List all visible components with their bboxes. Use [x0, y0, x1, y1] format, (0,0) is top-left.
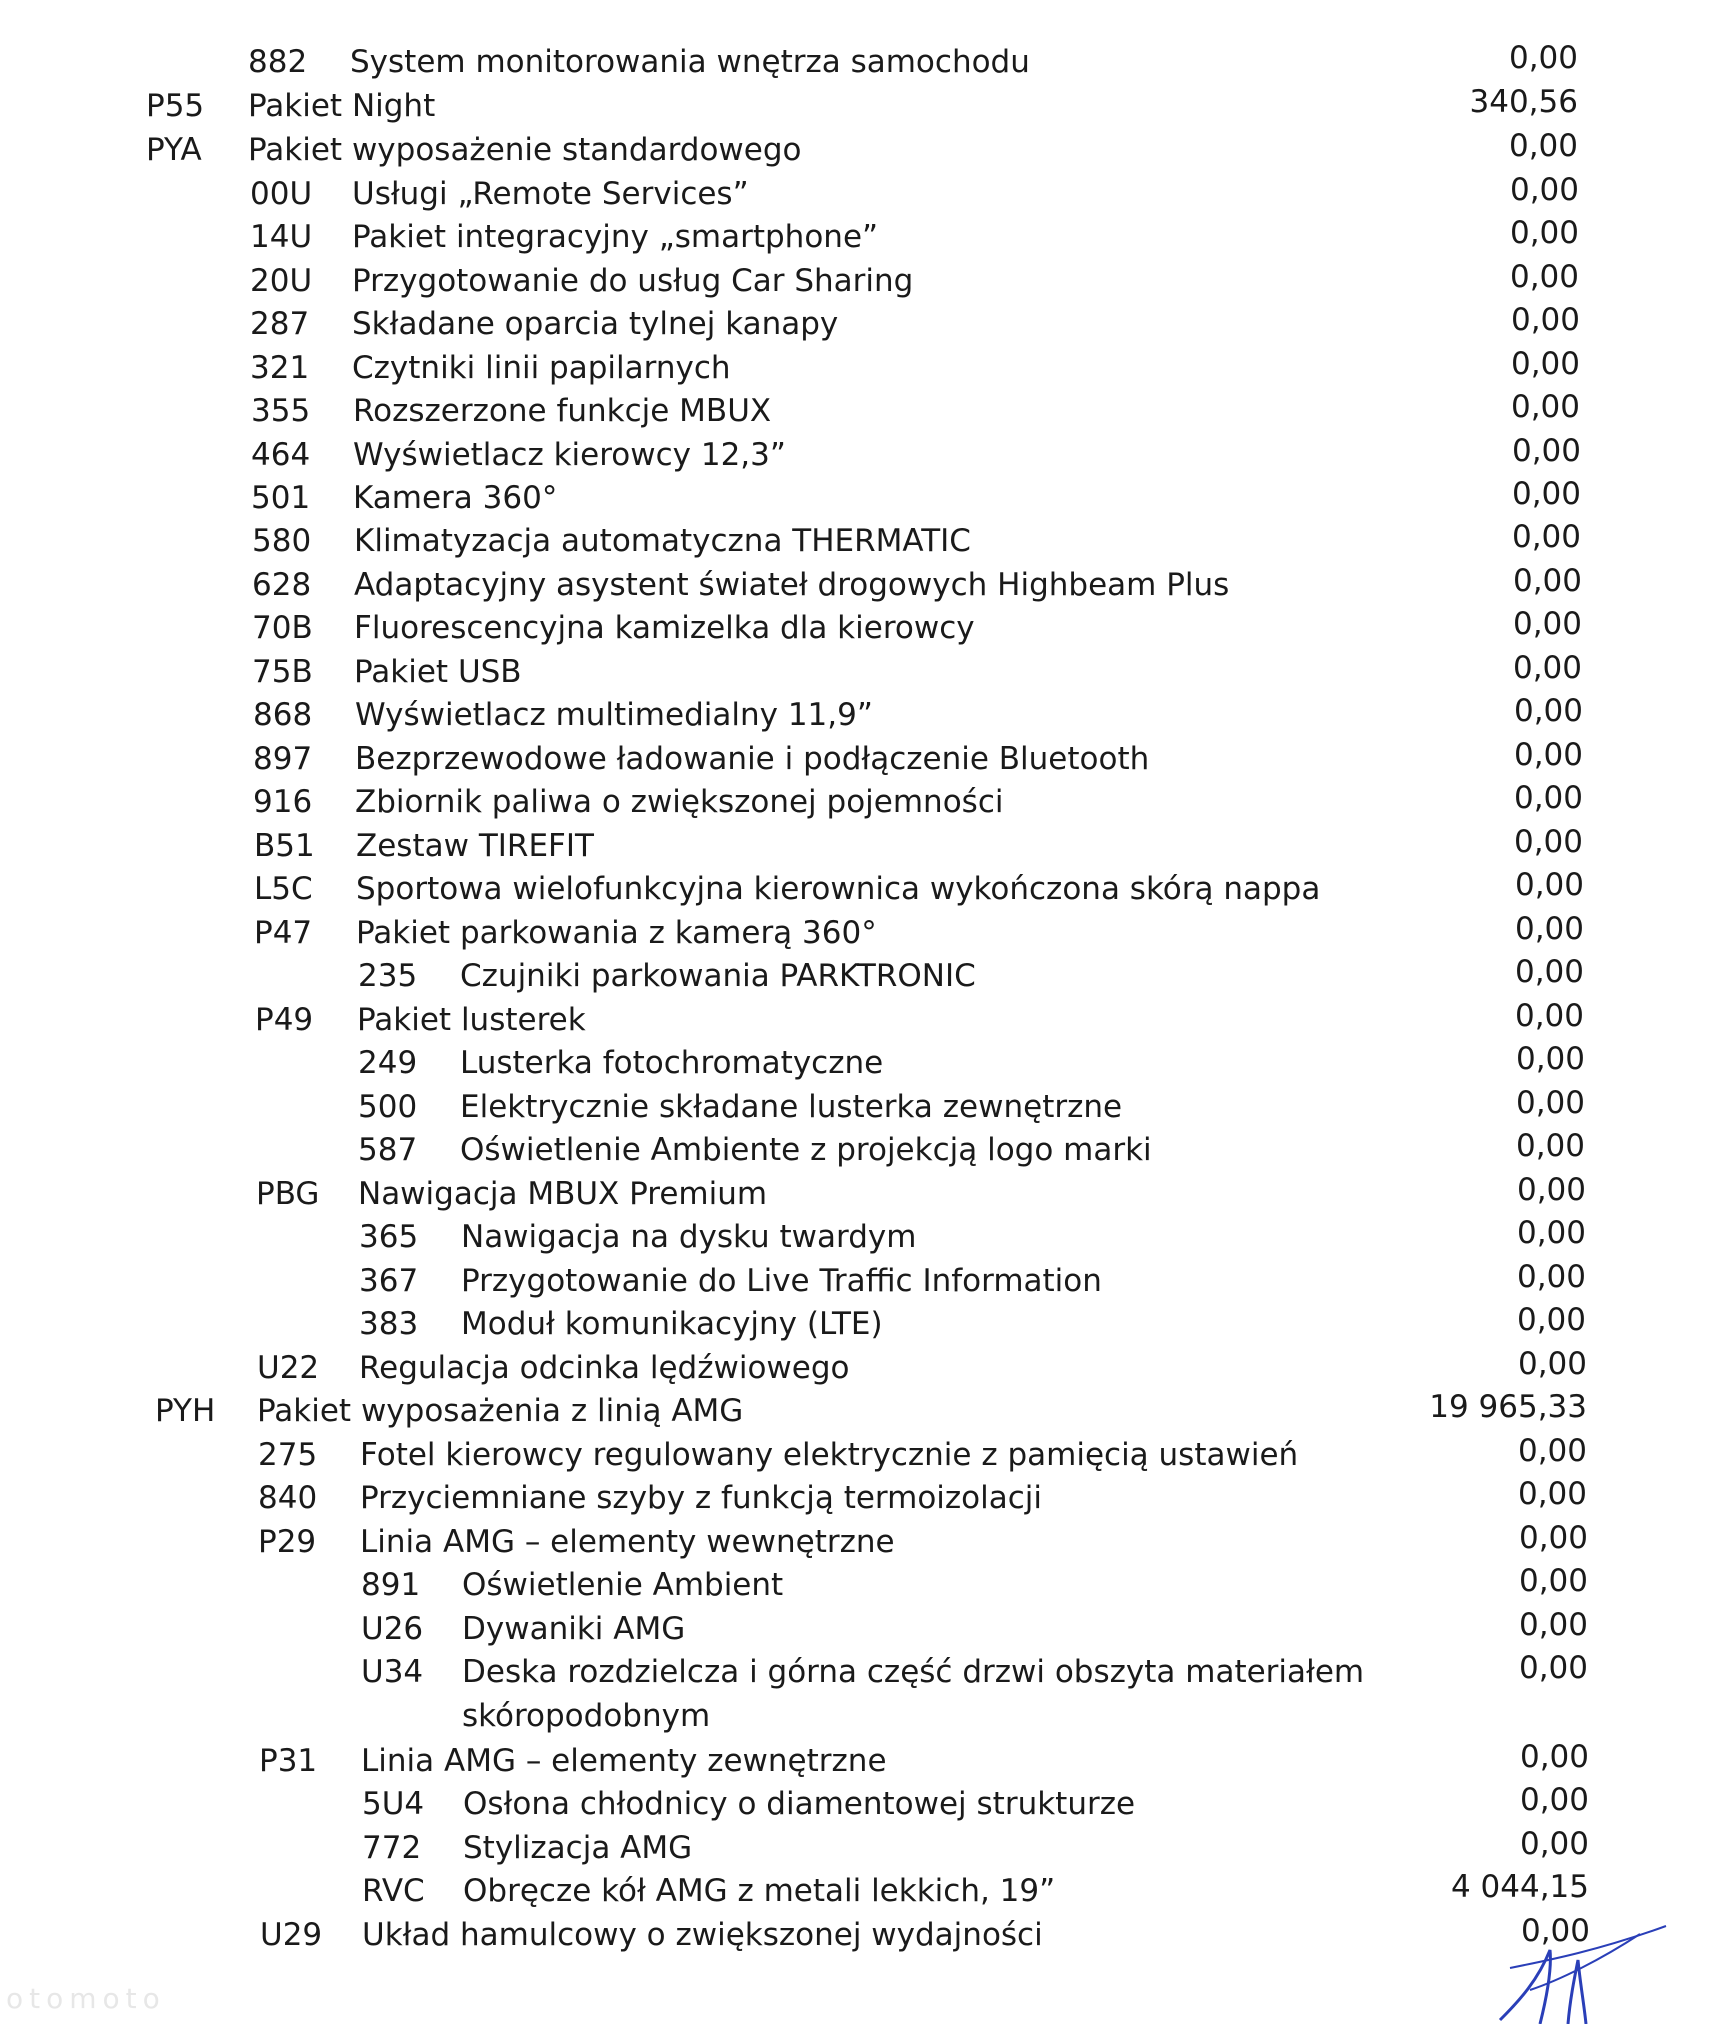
- option-price: 0,00: [1514, 867, 1584, 903]
- option-code: 235: [358, 958, 418, 994]
- list-item: [0, 348, 1722, 388]
- option-price: 0,00: [1515, 1128, 1585, 1164]
- option-description: Czytniki linii papilarnych: [352, 350, 731, 386]
- list-item: [0, 1871, 1722, 1911]
- option-code: P31: [259, 1743, 318, 1779]
- list-item: [0, 956, 1722, 996]
- option-description: Pakiet integracyjny „smartphone”: [352, 219, 879, 255]
- option-price: 0,00: [1511, 433, 1581, 469]
- option-description: Przygotowanie do Live Traffic Information: [461, 1263, 1102, 1299]
- option-price: 0,00: [1516, 1172, 1586, 1208]
- option-price: 0,00: [1519, 1782, 1589, 1818]
- option-code: 365: [359, 1219, 419, 1255]
- option-description: Pakiet wyposażenie standardowego: [248, 132, 802, 168]
- list-item: [0, 1741, 1722, 1781]
- list-item: [0, 1435, 1722, 1475]
- option-price: 0,00: [1512, 606, 1582, 642]
- list-item: [0, 435, 1722, 475]
- option-code: PBG: [256, 1176, 320, 1212]
- option-code: 287: [250, 306, 310, 342]
- option-code: 897: [253, 741, 313, 777]
- list-item: [0, 130, 1722, 170]
- list-item: [0, 1348, 1722, 1388]
- option-price: 0,00: [1517, 1346, 1587, 1382]
- list-item: [0, 1784, 1722, 1824]
- watermark: otomoto: [6, 1982, 166, 2015]
- option-code: P55: [146, 88, 205, 124]
- option-description: Fluorescencyjna kamizelka dla kierowcy: [354, 610, 975, 646]
- list-item: [0, 1565, 1722, 1605]
- list-item: [0, 217, 1722, 257]
- option-price: 340,56: [1469, 84, 1578, 120]
- option-code: 75B: [252, 654, 313, 690]
- option-code: 464: [251, 437, 311, 473]
- option-code: 501: [251, 480, 311, 516]
- option-price: 0,00: [1515, 1041, 1585, 1077]
- option-code: 20U: [250, 263, 313, 299]
- option-price: 0,00: [1508, 40, 1578, 76]
- option-description: Sportowa wielofunkcyjna kierownica wykończona skórą nappa: [356, 871, 1321, 907]
- option-price: 0,00: [1513, 780, 1583, 816]
- option-description: Pakiet USB: [354, 654, 522, 690]
- list-item: [0, 1174, 1722, 1214]
- option-price: 19 965,33: [1429, 1389, 1587, 1425]
- option-description: Pakiet lusterek: [357, 1002, 586, 1038]
- option-description: Rozszerzone funkcje MBUX: [353, 393, 772, 429]
- option-code: U26: [361, 1611, 424, 1647]
- option-description: Stylizacja AMG: [463, 1830, 693, 1866]
- option-code: RVC: [362, 1873, 425, 1909]
- option-code: 868: [253, 697, 313, 733]
- option-code: 772: [362, 1830, 422, 1866]
- option-description: Regulacja odcinka lędźwiowego: [359, 1350, 850, 1386]
- list-item: [0, 1043, 1722, 1083]
- option-description: Przyciemniane szyby z funkcją termoizolacji: [360, 1480, 1043, 1516]
- option-price: 0,00: [1518, 1563, 1588, 1599]
- option-code: 355: [251, 393, 311, 429]
- option-price: 0,00: [1516, 1302, 1586, 1338]
- option-code: U29: [260, 1917, 323, 1953]
- option-description: Zestaw TIREFIT: [356, 828, 594, 864]
- option-code: U22: [257, 1350, 320, 1386]
- option-code: 840: [258, 1480, 318, 1516]
- option-price: 0,00: [1513, 693, 1583, 729]
- list-item: [0, 1828, 1722, 1868]
- option-code: 00U: [250, 176, 313, 212]
- list-item: [0, 1000, 1722, 1040]
- option-code: L5C: [254, 871, 313, 907]
- option-price: 0,00: [1518, 1650, 1588, 1686]
- list-item: [0, 478, 1722, 518]
- list-item: [0, 1087, 1722, 1127]
- option-code: 321: [250, 350, 310, 386]
- option-description: Deska rozdzielcza i górna część drzwi obszyta materiałem: [462, 1654, 1365, 1690]
- option-code: PYA: [146, 132, 202, 168]
- list-item: [0, 782, 1722, 822]
- list-item: [0, 608, 1722, 648]
- option-description: Zbiornik paliwa o zwiększonej pojemności: [355, 784, 1004, 820]
- option-price: 0,00: [1512, 650, 1582, 686]
- option-price: 0,00: [1514, 998, 1584, 1034]
- option-description: Dywaniki AMG: [462, 1611, 686, 1647]
- option-code: 580: [252, 523, 312, 559]
- option-price: 4 044,15: [1450, 1869, 1589, 1905]
- option-price: 0,00: [1510, 302, 1580, 338]
- list-item: [0, 1696, 1722, 1736]
- option-description: Bezprzewodowe ładowanie i podłączenie Bluetooth: [355, 741, 1150, 777]
- option-price: 0,00: [1518, 1520, 1588, 1556]
- option-description: Nawigacja MBUX Premium: [358, 1176, 768, 1212]
- option-description: Adaptacyjny asystent świateł drogowych Highbeam Plus: [354, 567, 1230, 603]
- option-code: 5U4: [362, 1786, 425, 1822]
- list-item: [0, 869, 1722, 909]
- list-item: [0, 1261, 1722, 1301]
- option-description: Oświetlenie Ambient: [462, 1567, 784, 1603]
- option-description: Elektrycznie składane lusterka zewnętrzne: [460, 1089, 1123, 1125]
- option-description: Wyświetlacz multimedialny 11,9”: [355, 697, 873, 733]
- option-code: PYH: [155, 1393, 216, 1429]
- option-price: 0,00: [1509, 172, 1579, 208]
- option-price: 0,00: [1516, 1259, 1586, 1295]
- option-code: P29: [258, 1524, 317, 1560]
- option-price: 0,00: [1508, 128, 1578, 164]
- list-item: [0, 1609, 1722, 1649]
- option-code: P49: [255, 1002, 314, 1038]
- list-item: [0, 1391, 1722, 1431]
- option-description: Pakiet wyposażenia z linią AMG: [257, 1393, 744, 1429]
- option-description: Nawigacja na dysku twardym: [461, 1219, 917, 1255]
- option-description: Usługi „Remote Services”: [352, 176, 749, 212]
- option-description: Linia AMG – elementy zewnętrzne: [361, 1743, 887, 1779]
- option-description: Fotel kierowcy regulowany elektrycznie z pamięcią ustawień: [360, 1437, 1299, 1473]
- signature: [1490, 1920, 1670, 2024]
- option-description: Wyświetlacz kierowcy 12,3”: [353, 437, 786, 473]
- option-description: Pakiet Night: [248, 88, 436, 124]
- list-item: [0, 565, 1722, 605]
- option-code: B51: [254, 828, 315, 864]
- list-item: [0, 391, 1722, 431]
- option-code: 882: [248, 44, 308, 80]
- option-price: 0,00: [1513, 737, 1583, 773]
- option-code: 628: [252, 567, 312, 603]
- list-item: [0, 1130, 1722, 1170]
- option-description: Układ hamulcowy o zwiększonej wydajności: [362, 1917, 1043, 1953]
- option-code: P47: [254, 915, 313, 951]
- option-description: Lusterka fotochromatyczne: [460, 1045, 884, 1081]
- option-price: 0,00: [1514, 954, 1584, 990]
- option-description: Kamera 360°: [353, 480, 558, 516]
- list-item: [0, 1304, 1722, 1344]
- option-description: Osłona chłodnicy o diamentowej strukturze: [463, 1786, 1136, 1822]
- list-item: [0, 304, 1722, 344]
- option-code: 249: [358, 1045, 418, 1081]
- option-price: 0,00: [1511, 519, 1581, 555]
- list-item: [0, 1652, 1722, 1692]
- option-price: 0,00: [1519, 1739, 1589, 1775]
- option-description: Przygotowanie do usług Car Sharing: [352, 263, 914, 299]
- option-price: 0,00: [1509, 215, 1579, 251]
- list-item: [0, 695, 1722, 735]
- option-description: Czujniki parkowania PARKTRONIC: [460, 958, 976, 994]
- list-item: [0, 739, 1722, 779]
- option-description: Moduł komunikacyjny (LTE): [461, 1306, 883, 1342]
- list-item: [0, 1478, 1722, 1518]
- list-item: [0, 1522, 1722, 1562]
- list-item: [0, 652, 1722, 692]
- option-price: 0,00: [1511, 476, 1581, 512]
- option-price: 0,00: [1514, 911, 1584, 947]
- option-code: 275: [258, 1437, 318, 1473]
- option-price: 0,00: [1509, 259, 1579, 295]
- option-price: 0,00: [1510, 389, 1580, 425]
- option-description: Oświetlenie Ambiente z projekcją logo marki: [460, 1132, 1152, 1168]
- option-code: 383: [359, 1306, 419, 1342]
- option-code: 500: [358, 1089, 418, 1125]
- list-item: [0, 42, 1722, 82]
- list-item: [0, 261, 1722, 301]
- option-price: 0,00: [1517, 1476, 1587, 1512]
- option-description: Linia AMG – elementy wewnętrzne: [360, 1524, 895, 1560]
- option-code: 14U: [250, 219, 313, 255]
- option-code: 70B: [252, 610, 313, 646]
- list-item: [0, 86, 1722, 126]
- list-item: [0, 913, 1722, 953]
- option-code: 587: [358, 1132, 418, 1168]
- option-description: Składane oparcia tylnej kanapy: [352, 306, 839, 342]
- list-item: [0, 1915, 1722, 1955]
- option-price: 0,00: [1513, 824, 1583, 860]
- option-description: Obręcze kół AMG z metali lekkich, 19”: [463, 1873, 1056, 1909]
- option-code: U34: [361, 1654, 424, 1690]
- list-item: [0, 174, 1722, 214]
- option-code: 916: [253, 784, 313, 820]
- option-description: Pakiet parkowania z kamerą 360°: [356, 915, 877, 951]
- list-item: [0, 521, 1722, 561]
- option-price: 0,00: [1510, 346, 1580, 382]
- option-description: skóropodobnym: [462, 1698, 711, 1734]
- option-price: 0,00: [1518, 1607, 1588, 1643]
- option-price: 0,00: [1515, 1085, 1585, 1121]
- option-price: 0,00: [1516, 1215, 1586, 1251]
- option-code: 367: [359, 1263, 419, 1299]
- option-price: 0,00: [1517, 1433, 1587, 1469]
- list-item: [0, 826, 1722, 866]
- option-code: 891: [361, 1567, 421, 1603]
- list-item: [0, 1217, 1722, 1257]
- option-description: System monitorowania wnętrza samochodu: [350, 44, 1030, 80]
- option-description: Klimatyzacja automatyczna THERMATIC: [354, 523, 971, 559]
- option-price: 0,00: [1512, 563, 1582, 599]
- option-price: 0,00: [1519, 1826, 1589, 1862]
- option-price: 0,00: [1520, 1913, 1590, 1949]
